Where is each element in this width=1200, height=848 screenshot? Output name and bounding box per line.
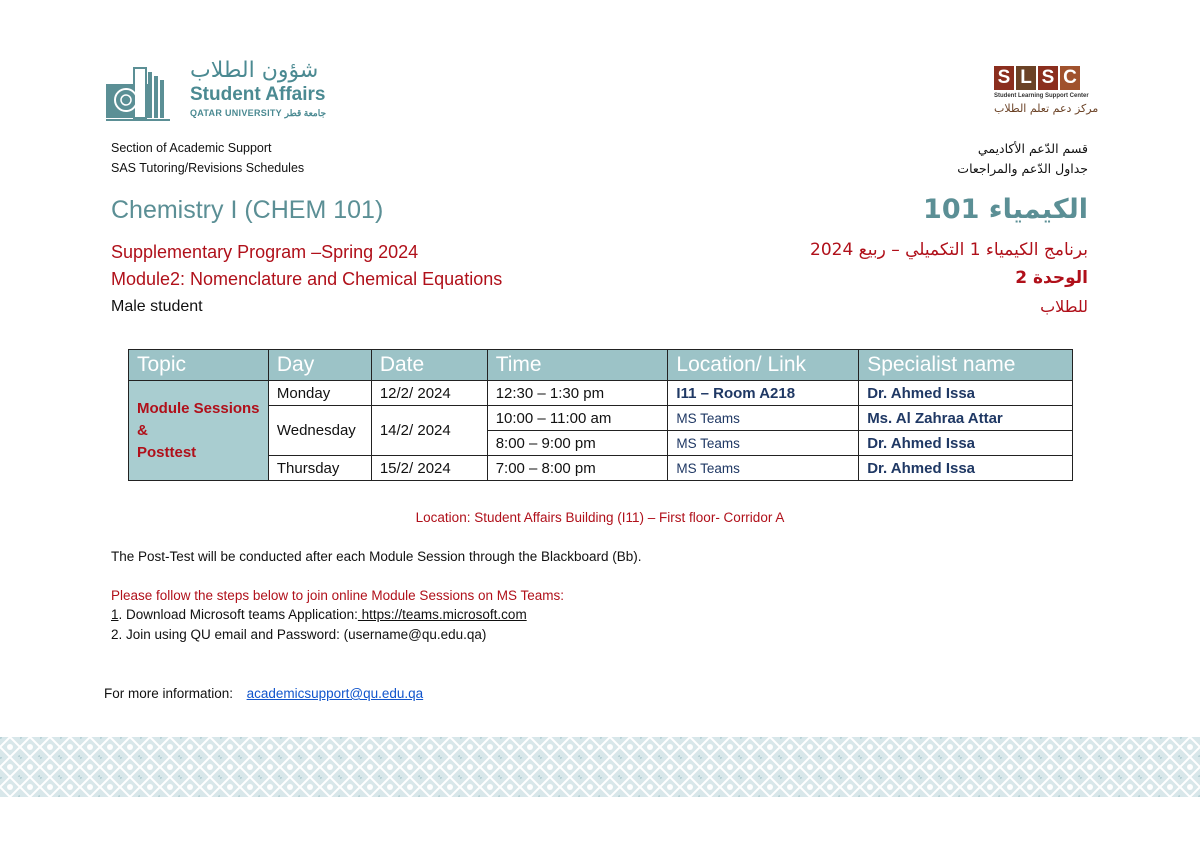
time-cell: 10:00 – 11:00 am [487,406,668,431]
teams-step-1 [111,607,527,622]
slsc-arabic: مركز دعم تعلم الطلاب [994,102,1099,115]
slsc-letter: S [994,66,1014,90]
schedules-label-en: SAS Tutoring/Revisions Schedules [111,161,305,175]
audience-en: Male student [111,298,203,315]
contact-label: For more information: [104,686,234,701]
section-label-en: Section of Academic Support [111,141,272,155]
module-en: Module2: Nomenclature and Chemical Equations [111,269,503,289]
qatar-university-label: QATAR UNIVERSITY جامعة قطر [190,108,327,118]
step-1-number: 1 [111,607,119,622]
qu-emblem-icon [104,64,174,122]
header-specialist: Specialist name [859,350,1073,381]
program-en: Supplementary Program –Spring 2024 [111,242,419,262]
slsc-letter: C [1060,66,1080,90]
topic-cell [129,381,269,481]
student-affairs-arabic: شؤون الطلاب [190,58,319,83]
header-topic: Topic [129,350,269,381]
slsc-letter: L [1016,66,1036,90]
header-location: Location/ Link [668,350,859,381]
teams-link[interactable]: https://teams.microsoft.com [357,607,527,622]
date-cell: 14/2/ 2024 [371,406,487,456]
topic-line: Posttest [137,443,197,461]
day-cell: Wednesday [268,406,371,456]
header-date: Date [371,350,487,381]
program-ar: برنامج الكيمياء 1 التكميلي – ربيع 2024 [810,240,1088,260]
location-cell: MS Teams [668,456,859,481]
slsc-logo [990,62,1100,122]
course-title-en: Chemistry I (CHEM 101) [111,196,384,224]
teams-heading: Please follow the steps below to join online Module Sessions on MS Teams: [111,588,565,603]
footer-pattern [0,737,1200,797]
contact-email-link[interactable]: academicsupport@qu.edu.qa [246,686,424,701]
table-row [129,381,1073,406]
header-time: Time [487,350,668,381]
specialist-cell: Dr. Ahmed Issa [859,381,1073,406]
section-label-ar: قسم الدّعم الأكاديمي [977,141,1088,156]
audience-ar: للطلاب [1040,297,1088,316]
time-cell: 12:30 – 1:30 pm [487,381,668,406]
table-header-row [129,350,1073,381]
teams-step-2: 2. Join using QU email and Password: (username@qu.edu.qa) [111,627,487,642]
day-cell: Monday [268,381,371,406]
specialist-cell: Dr. Ahmed Issa [859,431,1073,456]
location-note: Location: Student Affairs Building (I11) – First floor- Corridor A [415,510,785,525]
slsc-letters [994,66,1082,90]
slsc-letter: S [1038,66,1058,90]
student-affairs-logo [104,58,329,128]
student-affairs-english: Student Affairs [190,84,326,105]
table-row [129,456,1073,481]
location-cell: MS Teams [668,431,859,456]
topic-line: & [137,421,148,439]
specialist-cell: Ms. Al Zahraa Attar [859,406,1073,431]
table-row [129,406,1073,431]
time-cell: 7:00 – 8:00 pm [487,456,668,481]
location-cell: MS Teams [668,406,859,431]
date-cell: 12/2/ 2024 [371,381,487,406]
time-cell: 8:00 – 9:00 pm [487,431,668,456]
module-ar: الوحدة 2 [1015,268,1088,288]
schedules-label-ar: جداول الدّعم والمراجعات [957,161,1088,176]
day-cell: Thursday [268,456,371,481]
schedule-table [128,349,1073,481]
specialist-cell: Dr. Ahmed Issa [859,456,1073,481]
course-title-ar: الكيمياء 101 [923,194,1088,225]
contact-line [104,686,423,701]
date-cell: 15/2/ 2024 [371,456,487,481]
location-cell: I11 – Room A218 [668,381,859,406]
step-1-text: . Download Microsoft teams Application: [118,607,358,622]
topic-line: Module Sessions [137,399,260,417]
slsc-subtitle: Student Learning Support Center [994,93,1089,99]
header-day: Day [268,350,371,381]
posttest-note: The Post-Test will be conducted after each Module Session through the Blackboard (Bb). [111,549,642,564]
